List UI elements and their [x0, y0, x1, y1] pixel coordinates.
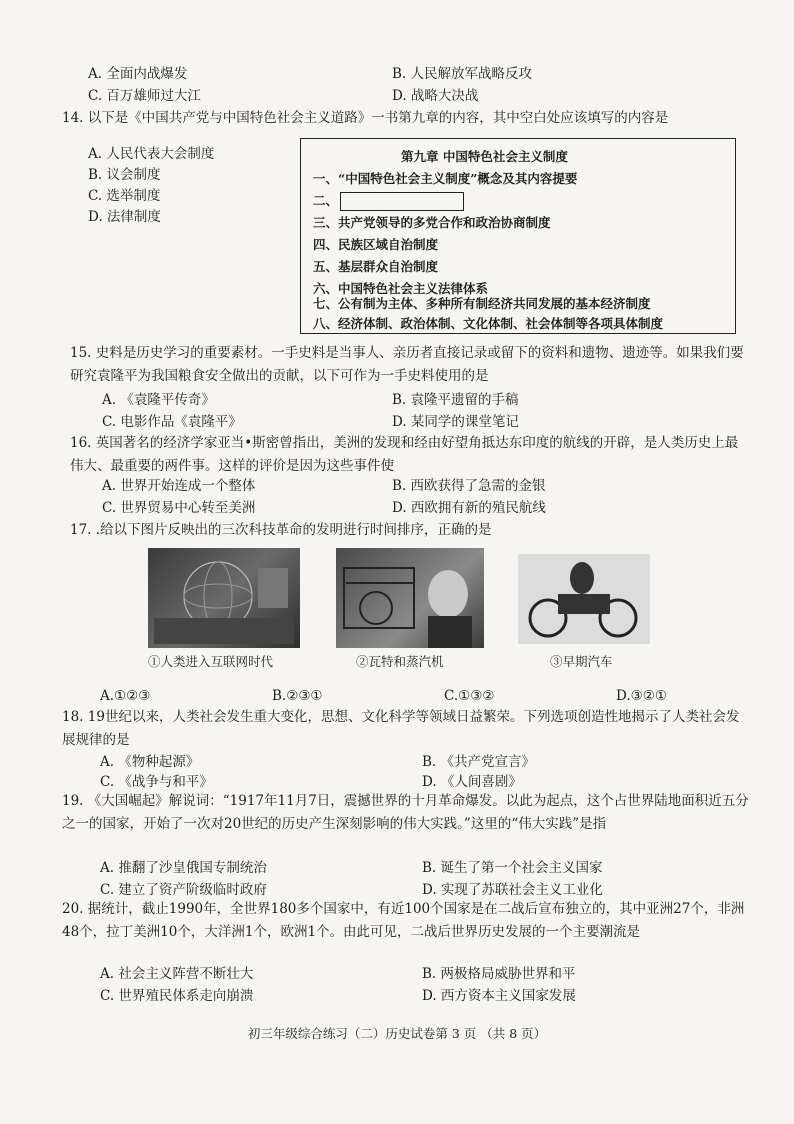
q17-option-d: D.③②① — [616, 688, 667, 704]
q18-option-c: C. 《战争与和平》 — [100, 774, 213, 790]
chapter-line-1: 一、“中国特色社会主义制度”概念及其内容提要 — [313, 171, 578, 186]
q19-option-c: C. 建立了资产阶级临时政府 — [100, 882, 267, 898]
q15-option-d: D. 某同学的课堂笔记 — [392, 414, 519, 430]
chapter-line-2 — [313, 191, 464, 211]
q18-option-a: A. 《物种起源》 — [100, 754, 200, 770]
caption-1: ①人类进入互联网时代 — [148, 654, 274, 669]
caption-3: ③早期汽车 — [550, 654, 613, 669]
q14-option-d: D. 法律制度 — [88, 209, 161, 225]
early-automobile-image — [518, 554, 650, 644]
q19-option-b: B. 诞生了第一个社会主义国家 — [422, 860, 603, 876]
q13-option-a: A. 全面内战爆发 — [88, 66, 188, 82]
q20-option-b: B. 两极格局威胁世界和平 — [422, 966, 576, 982]
q14-option-c: C. 选举制度 — [88, 188, 161, 204]
chapter-line-3: 三、共产党领导的多党合作和政治协商制度 — [313, 215, 551, 230]
q15-option-a: A. 《袁隆平传奇》 — [102, 392, 215, 408]
chapter-box — [300, 138, 736, 334]
q16-option-b: B. 西欧获得了急需的金银 — [392, 478, 546, 494]
q20-option-c: C. 世界殖民体系走向崩溃 — [100, 988, 254, 1004]
q16-option-c: C. 世界贸易中心转至美洲 — [102, 500, 256, 516]
q15-option-c: C. 电影作品《袁隆平》 — [102, 414, 242, 430]
chapter-line-7: 七、公有制为主体、多种所有制经济共同发展的基本经济制度 — [313, 296, 651, 311]
q19-option-d: D. 实现了苏联社会主义工业化 — [422, 882, 603, 898]
q16-option-a: A. 世界开始连成一个整体 — [102, 478, 256, 494]
q15-option-b: B. 袁隆平遗留的手稿 — [392, 392, 519, 408]
q13-option-b: B. 人民解放军战略反攻 — [392, 66, 533, 82]
chapter-line-4: 四、民族区域自治制度 — [313, 237, 439, 252]
chapter-line-6: 六、中国特色社会主义法律体系 — [313, 281, 489, 296]
q15-stem: 15. 史料是历史学习的重要素材。一手史料是当事人、亲历者直接记录或留下的资料和遗物、遗迹等。如果我们要研究袁隆平为我国粮食安全做出的贡献，以下可作为一手史料使用的是 — [70, 345, 744, 384]
q20-option-a: A. 社会主义阵营不断壮大 — [100, 966, 254, 982]
q17-option-a: A.①②③ — [100, 688, 151, 704]
page-footer: 初三年级综合练习（二）历史试卷第 3 页 （共 8 页） — [247, 1026, 547, 1041]
q14-option-a: A. 人民代表大会制度 — [88, 146, 215, 162]
q20-stem: 20. 据统计，截止1990年，全世界180多个国家中，有近100个国家是在二战后宣布独立的，其中亚洲27个，非洲48个，拉丁美洲10个，大洋洲1个，欧洲1个。由此可见，二战后世界历史发展的一个主要潮流是 — [62, 901, 745, 940]
q20-option-d: D. 西方资本主义国家发展 — [422, 988, 576, 1004]
q13-option-d: D. 战略大决战 — [392, 88, 479, 104]
chapter-line-2-label: 二、 — [313, 193, 339, 208]
q16-stem: 16. 英国著名的经济学家亚当•斯密曾指出，美洲的发现和经由好望角抵达东印度的航线的开辟，是人类历史上最伟大、最重要的两件事。这样的评价是因为这些事件使 — [70, 435, 739, 474]
q17-option-b: B.②③① — [272, 688, 323, 704]
q14-option-b: B. 议会制度 — [88, 167, 161, 183]
q18-option-b: B. 《共产党宣言》 — [422, 754, 536, 770]
q19-stem: 19. 《大国崛起》解说词：“1917年11月7日，震撼世界的十月革命爆发。以此为起点，这个占世界陆地面积近五分之一的国家，开始了一次对20世纪的历史产生深刻影响的伟大实践。”这里的“伟大实践”是指 — [62, 793, 749, 832]
q17-option-c: C.①③② — [444, 688, 495, 704]
q18-stem: 18. 19世纪以来，人类社会发生重大变化，思想、文化科学等领域日益繁荣。下列选项创造性地揭示了人类社会发展规律的是 — [62, 709, 740, 748]
chapter-line-5: 五、基层群众自治制度 — [313, 259, 439, 274]
q19-option-a: A. 推翻了沙皇俄国专制统治 — [100, 860, 267, 876]
q16-option-d: D. 西欧拥有新的殖民航线 — [392, 500, 546, 516]
q18-option-d: D. 《人间喜剧》 — [422, 774, 522, 790]
caption-2: ②瓦特和蒸汽机 — [356, 654, 444, 669]
q17-stem: 17. .给以下图片反映出的三次科技革命的发明进行时间排序，正确的是 — [70, 522, 492, 538]
q14-stem: 14. 以下是《中国共产党与中国特色社会主义道路》一书第九章的内容，其中空白处应该填写的内容是 — [62, 110, 669, 126]
q13-option-c: C. 百万雄师过大江 — [88, 88, 201, 104]
blank-answer-box — [340, 192, 464, 211]
watt-steam-engine-image — [336, 548, 484, 648]
chapter-line-8: 八、经济体制、政治体制、文化体制、社会体制等各项具体制度 — [313, 316, 664, 331]
internet-era-image — [148, 548, 300, 648]
chapter-title: 第九章 中国特色社会主义制度 — [401, 149, 568, 164]
